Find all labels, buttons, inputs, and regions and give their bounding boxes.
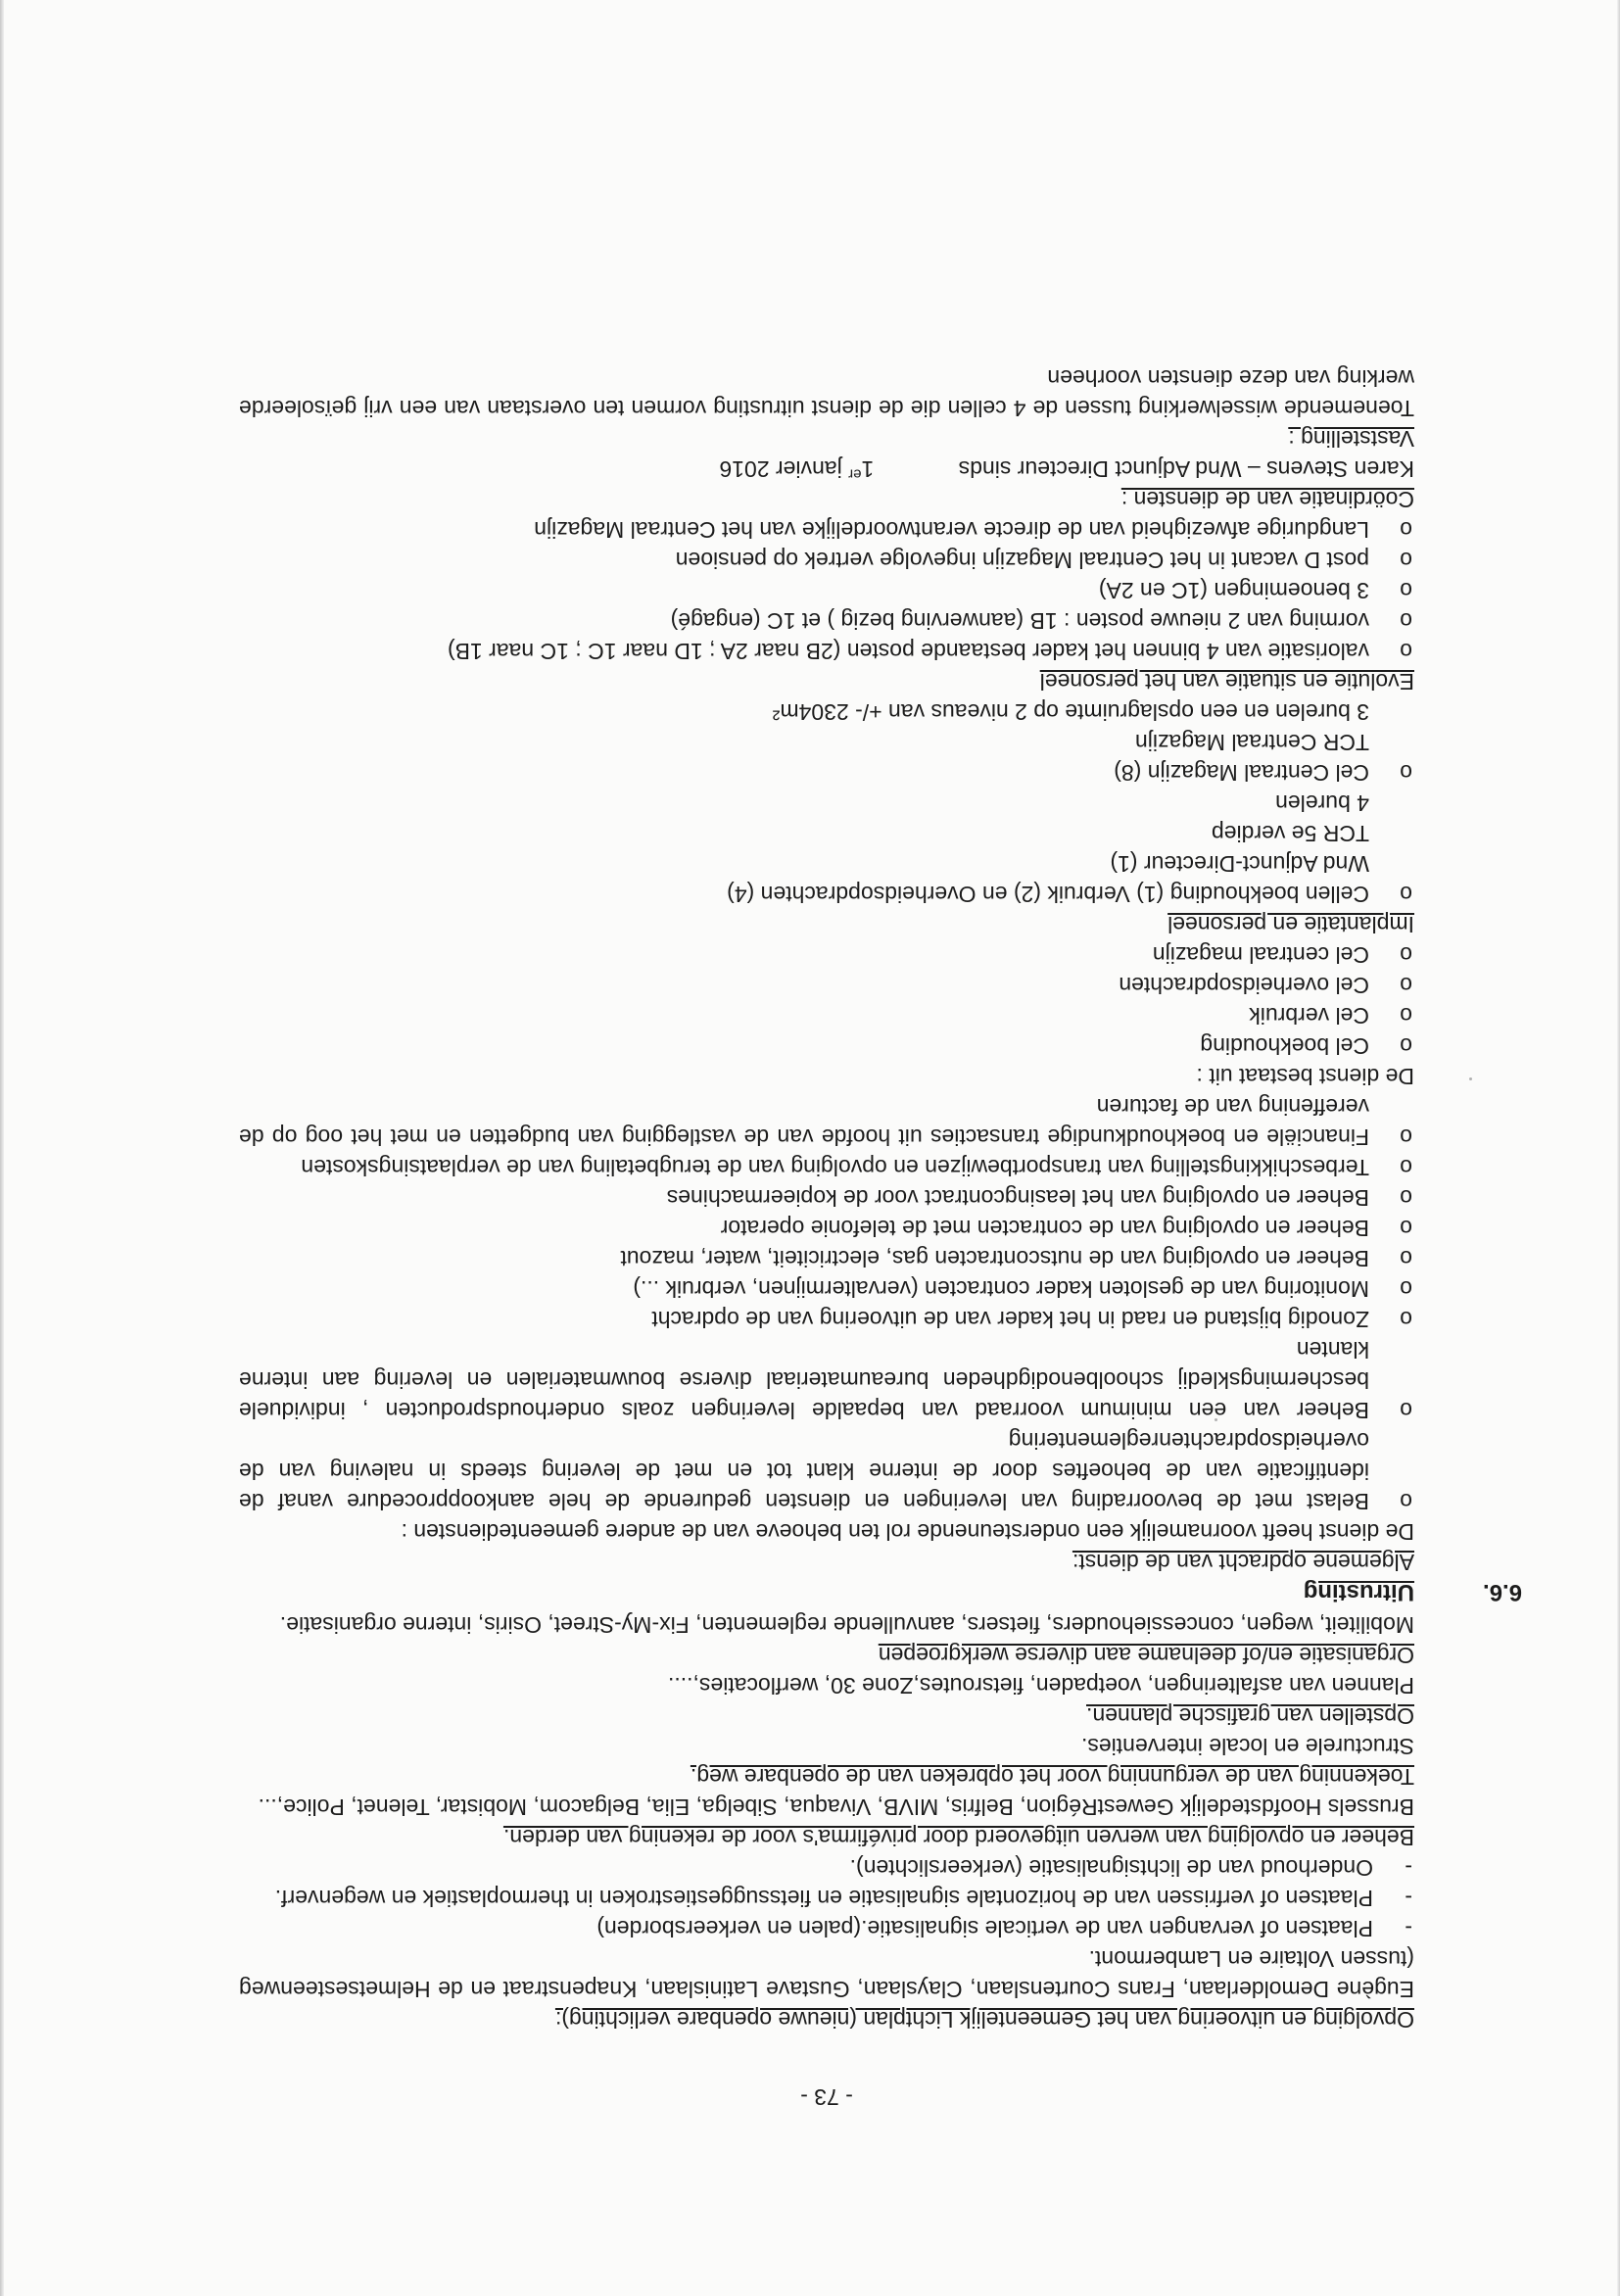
bullet: o [1400,882,1412,907]
coordination-date-rest: janvier 2016 [719,456,842,482]
dash-marker: - [1405,1855,1412,1881]
implantation-list [239,757,1414,788]
dash-item [239,1883,1414,1913]
task-text: Beheer en opvolging van de nutscontracten gas, electriciteit, water, mazout [620,1246,1369,1271]
general-text: De dienst heeft voornamelijk een ondersteunende rol ten behoeve van de andere gemeentediensten : [401,1519,1414,1545]
list-item [239,1182,1414,1213]
task-text: Terbeschikkingstelling van transportbewijzen en opvolging van de terugbetaling van de verplaatsingskosten [301,1155,1369,1180]
dash-item [239,1852,1414,1883]
dash-text: Onderhoud van de lichtsignalisatie (verkeerslichten). [849,1855,1373,1881]
cell-name: Cel verbruik [1249,1003,1369,1028]
section-title: Uitrusting [1303,1579,1414,1605]
evolution-text: 3 benoemingen (1C en 2A) [1098,578,1369,603]
list-item [239,575,1414,605]
implantation-sub-line: TCR 5e verdiep [1211,821,1369,846]
list-item [239,879,1414,909]
list-item [239,1425,1414,1516]
evolution-list [239,514,1414,666]
evolution-text: vorming van 2 nieuwe posten : 1B (aanwerving bezig ) et 1C (engagé) [670,608,1369,634]
bullet: o [1400,942,1412,968]
task-text: Beheer van een minimum voorraad van bepaalde leveringen zoals onderhoudsproducten , individuele beschermingskledij schoolbenodigdheden bureaumateriaal diverse bouwmaterialen en levering aan interne klanten [239,1337,1369,1423]
bullet: o [1400,1033,1412,1059]
bullet: o [1400,1003,1412,1028]
bullet: o [1400,608,1412,634]
cell-name: Cel overheidsopdrachten [1119,973,1369,998]
implantation-heading: Implantatie en personeel [1167,912,1414,937]
task-text: Financiële en boekhoudkundige transacties uit hoofde van de vastlegging van budgetten en met het oog op de vereffening van de facturen [239,1094,1369,1150]
page-number: - 73 - [800,2084,853,2110]
block-text: Brussels Hoofdstedelijk GewestRégion, Belfris, MIVB, Vivaqua, Sibelga, Elia, Belgacom, Mobistar, Telenet, Police,... [258,1794,1414,1820]
evolution-text: Langdurige afwezigheid van de directe verantwoordelijke van het Centraal Magazijn [534,517,1369,543]
bullet: o [1400,1185,1412,1211]
general-heading: Algemene opdracht van de dienst: [1072,1550,1414,1575]
list-item [239,1243,1414,1273]
cell-name: Cel centraal magazijn [1152,942,1369,968]
bullet: o [1400,973,1412,998]
finding-heading: Vaststelling : [1288,426,1414,452]
block-heading: Beheer en opvolging van werven uitgevoerd door privéfirma's voor de rekening van derden. [502,1825,1414,1850]
evolution-heading: Evolutie en situatie van het personeel [1039,669,1414,694]
dash-marker: - [1405,1916,1412,1941]
list-item [239,605,1414,636]
bullet: o [1400,1398,1412,1423]
implantation-sub-line: TCR Centraal Magazijn [1134,730,1369,755]
list-item [239,939,1414,970]
bullet: o [1400,1276,1412,1302]
dash-item [239,1913,1414,1943]
bullet: o [1400,639,1412,664]
implantation-sub-line: 3 burelen en een opslagruimte op 2 niveaus van +/- 2304m² [772,699,1369,725]
task-text: Zonodig bijstand en raad in het kader van de uitvoering van de opdracht [651,1307,1369,1332]
list-item [239,1030,1414,1061]
block-heading: Organisatie en/of deelname aan diverse werkgroepen [878,1643,1414,1668]
intro-heading: Opvolging en uitvoering van het Gemeentelijk Lichtplan (nieuwe openbare verlichting): [554,2007,1414,2033]
implantation-line: Cel Centraal Magazijn (8) [1114,760,1369,786]
coordination-text: Karen Stevens – Wnd Adjunct Directeur sinds [958,456,1414,482]
section-number: 6.6. [1482,1579,1522,1605]
implantation-list [239,879,1414,909]
bullet: o [1400,1155,1412,1180]
list-item [239,1152,1414,1182]
dash-marker: - [1405,1886,1412,1911]
coordination-date-prefix: 1 [861,456,875,482]
intro-text: Eugène Demolderlaan, Frans Courtenslaan, Clayslaan, Gustave Latinislaan, Knapenstraat en de Helmetsesteenweg (tussen Voltaire en Lambermont. [239,1946,1414,2002]
bullet: o [1400,1489,1412,1514]
list-item [239,1213,1414,1243]
coordination-heading: Coördinatie van de diensten : [1120,487,1414,512]
document-body [239,362,1522,2112]
cell-list [239,939,1414,1061]
list-item [239,1091,1414,1152]
list-item [239,757,1414,788]
task-text: Beheer en opvolging van het leasingcontract voor de kopieermachines [666,1185,1369,1211]
evolution-text: post D vacant in het Centraal Magazijn ingevolge vertrek op pensioen [675,548,1369,573]
list-item [239,1273,1414,1304]
section-heading [239,1577,1522,1607]
consists-label: De dienst bestaat uit : [1196,1064,1414,1089]
task-text: Belast met de bevoorrading van leveringen en diensten gedurende de hele aankoopprocedure vanaf de identificatie van de behoeftes door de interne klant tot en met de levering steeds in naleving van de overheidsopdrachtenreglementering [239,1428,1369,1514]
finding-text: Toenemende wisselwerking tussen de 4 cellen die de dienst uitrusting vormen ten overstaan van een vrij geïsoleerde werking van deze diensten voorheen [239,365,1414,421]
bullet: o [1400,578,1412,603]
implantation-sub-line: Wnd Adjunct-Directeur (1) [1110,851,1369,877]
implantation-line: Cellen boekhouding (1) Verbruik (2) en Overheidsopdrachten (4) [727,882,1369,907]
list-item [239,1334,1414,1425]
list-item [239,1304,1414,1334]
task-text: Monitoring van de gesloten kader contracten (vervaltermijnen, verbruik ...) [633,1276,1369,1302]
bullet: o [1400,1246,1412,1271]
coordination-line [239,454,1414,484]
list-item [239,636,1414,666]
bullet: o [1400,1216,1412,1241]
list-item [239,970,1414,1000]
coordination-date-sup: er [848,465,862,483]
block-text: Structurele en locale interventies. [1080,1734,1414,1759]
implantation-sub [239,788,1414,879]
bullet: o [1400,517,1412,543]
block-text: Mobiliteit, wegen, concessiehouders, fietsers, aanvullende reglementen, Fix-My-Street, Osiris, interne organisatie. [279,1612,1414,1638]
task-list [239,1091,1414,1516]
list-item [239,1000,1414,1030]
list-item [239,514,1414,545]
evolution-text: valorisatie van 4 binnen het kader bestaande posten (2B naar 2A ; 1D naar 1C ; 1C naar 1B) [447,639,1369,664]
implantation-sub [239,696,1414,757]
dash-text: Plaatsen of verfrissen van de horizontale signalisatie en fietssuggestiestroken in thermoplastiek en wegenverf. [274,1886,1373,1911]
dash-text: Plaatsen of vervangen van de verticale signalisatie.(palen en verkeersborden) [596,1916,1373,1941]
bullet: o [1400,760,1412,786]
list-item [239,545,1414,575]
block-text: Plannen van asfalteringen, voetpaden, fietsroutes,Zone 30, werflocaties,.... [667,1673,1414,1698]
cell-name: Cel boekhouding [1200,1033,1369,1059]
task-text: Beheer en opvolging van de contracten met de telefonie operator [720,1216,1369,1241]
bullet: o [1400,1124,1412,1150]
bullet: o [1400,548,1412,573]
block-heading: Opstellen van grafische plannen. [1086,1703,1414,1729]
block-heading: Toekenning van de vergunning voor het opbreken van de openbare weg. [690,1764,1414,1790]
bullet: o [1400,1307,1412,1332]
implantation-sub-line: 4 burelen [1275,790,1369,816]
